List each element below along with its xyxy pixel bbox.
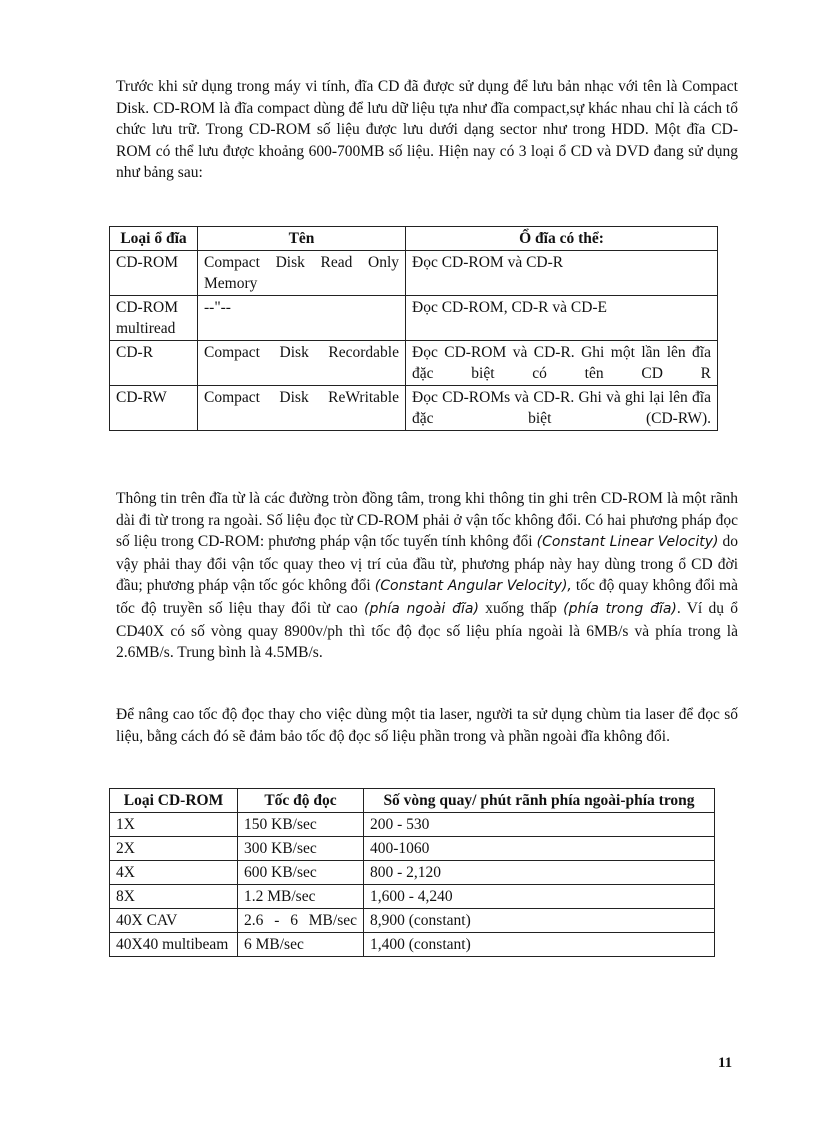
cell-type: 40X40 multibeam xyxy=(110,933,238,957)
cell-rpm: 200 - 530 xyxy=(364,813,715,837)
header-name: Tên xyxy=(198,227,406,251)
cell-name: --"-- xyxy=(198,296,406,341)
cell-name: Compact Disk Read Only Memory xyxy=(198,251,406,296)
cell-type: 8X xyxy=(110,885,238,909)
intro-paragraph: Trước khi sử dụng trong máy vi tính, đĩa CD đã được sử dụng để lưu bản nhạc với tên là Compact Disk. CD-ROM là đĩa compact dùng để lưu dữ liệu tựa như đĩa compact,sự khác nhau chỉ là cách tổ chức lưu trữ. Trong CD-ROM số liệu được lưu dưới dạng sector như trong HDD. Một đĩa CD-ROM có thể lưu được khoảng 600-700MB số liệu. Hiện nay có 3 loại ổ CD và DVD đang sử dụng như bảng sau: xyxy=(116,78,738,182)
text-run: xuống thấp xyxy=(478,599,564,617)
cell-rpm: 8,900 (constant) xyxy=(364,909,715,933)
cell-speed: 300 KB/sec xyxy=(238,837,364,861)
cell-drive-type: CD-R xyxy=(110,341,198,386)
cell-capability: Đọc CD-ROMs và CD-R. Ghi và ghi lại lên đĩa đặc biệt (CD-RW). xyxy=(406,386,718,431)
table-row xyxy=(110,885,715,909)
emphasis-outer: (phía ngoài đĩa) xyxy=(364,600,479,617)
cell-drive-type: CD-ROM xyxy=(110,251,198,296)
cell-type: 40X CAV xyxy=(110,909,238,933)
emphasis-clv: (Constant Linear Velocity) xyxy=(536,534,719,551)
header-read-speed: Tốc độ đọc xyxy=(238,789,364,813)
text-run: . Ví dụ ổ CD40X có số vòng quay 8900v/ph thì tốc độ đọc số liệu phía ngoài là 6MB/s và phía trong là 2.6MB/s. Trung bình là 4.5MB/s. xyxy=(116,599,738,662)
table-row xyxy=(110,251,718,296)
text-run: do vậy phải thay đổi vận tốc quay theo vị trí của đầu từ, phương pháp này hay dùng trong ổ CD đời đầu; phương pháp vận tốc góc không đổi xyxy=(116,533,738,595)
cell-drive-type: CD-ROM multiread xyxy=(110,296,198,341)
table-row xyxy=(110,909,715,933)
cell-name: Compact Disk ReWritable xyxy=(198,386,406,431)
drive-types-table xyxy=(109,226,718,431)
header-rpm: Số vòng quay/ phút rãnh phía ngoài-phía trong xyxy=(364,789,715,813)
table-row xyxy=(110,813,715,837)
header-drive-type: Loại ổ đĩa xyxy=(110,227,198,251)
cell-name: Compact Disk Recordable xyxy=(198,341,406,386)
cell-speed: 6 MB/sec xyxy=(238,933,364,957)
multibeam-paragraph: Để nâng cao tốc độ đọc thay cho việc dùng một tia laser, người ta sử dụng chùm tia laser để đọc số liệu, bằng cách đó sẽ đảm bảo tốc độ đọc số liệu phần trong và phần ngoài đĩa không đổi. xyxy=(116,706,738,745)
text-run: Thông tin trên đĩa từ là các đường tròn đồng tâm, trong khi thông tin ghi trên CD-ROM là một rãnh dài đi từ trong ra ngoài. Số liệu đọc từ CD-ROM phải ở vận tốc không đổi. Có hai phương pháp đọc số liệu trong CD-ROM: phương pháp vận tốc tuyến tính không đổi xyxy=(116,490,738,551)
cell-speed: 150 KB/sec xyxy=(238,813,364,837)
page-number: 11 xyxy=(718,1055,733,1071)
text-run: tốc độ quay không đổi mà tốc độ truyền số liệu thay đổi từ cao xyxy=(116,577,738,617)
table-row xyxy=(110,837,715,861)
table-row xyxy=(110,296,718,341)
table-row xyxy=(110,341,718,386)
table-row xyxy=(110,933,715,957)
cell-rpm: 400-1060 xyxy=(364,837,715,861)
cell-rpm: 1,400 (constant) xyxy=(364,933,715,957)
cell-type: 1X xyxy=(110,813,238,837)
table-row xyxy=(110,386,718,431)
emphasis-cav: (Constant Angular Velocity), xyxy=(374,578,572,595)
cell-type: 2X xyxy=(110,837,238,861)
cell-capability: Đọc CD-ROM và CD-R. Ghi một lần lên đĩa đặc biệt có tên CD R xyxy=(406,341,718,386)
cell-capability: Đọc CD-ROM và CD-R xyxy=(406,251,718,296)
table-header-row xyxy=(110,789,715,813)
emphasis-inner: (phía trong đĩa) xyxy=(563,600,677,617)
cell-speed: 2.6 - 6 MB/sec xyxy=(238,909,364,933)
header-cdrom-type: Loại CD-ROM xyxy=(110,789,238,813)
reading-methods-paragraph xyxy=(116,488,738,664)
table-row xyxy=(110,861,715,885)
cell-speed: 1.2 MB/sec xyxy=(238,885,364,909)
header-capability: Ổ đĩa có thể: xyxy=(406,227,718,251)
speed-table xyxy=(109,788,715,957)
cell-rpm: 1,600 - 4,240 xyxy=(364,885,715,909)
cell-drive-type: CD-RW xyxy=(110,386,198,431)
cell-speed: 600 KB/sec xyxy=(238,861,364,885)
cell-type: 4X xyxy=(110,861,238,885)
cell-capability: Đọc CD-ROM, CD-R và CD-E xyxy=(406,296,718,341)
cell-rpm: 800 - 2,120 xyxy=(364,861,715,885)
table-header-row xyxy=(110,227,718,251)
